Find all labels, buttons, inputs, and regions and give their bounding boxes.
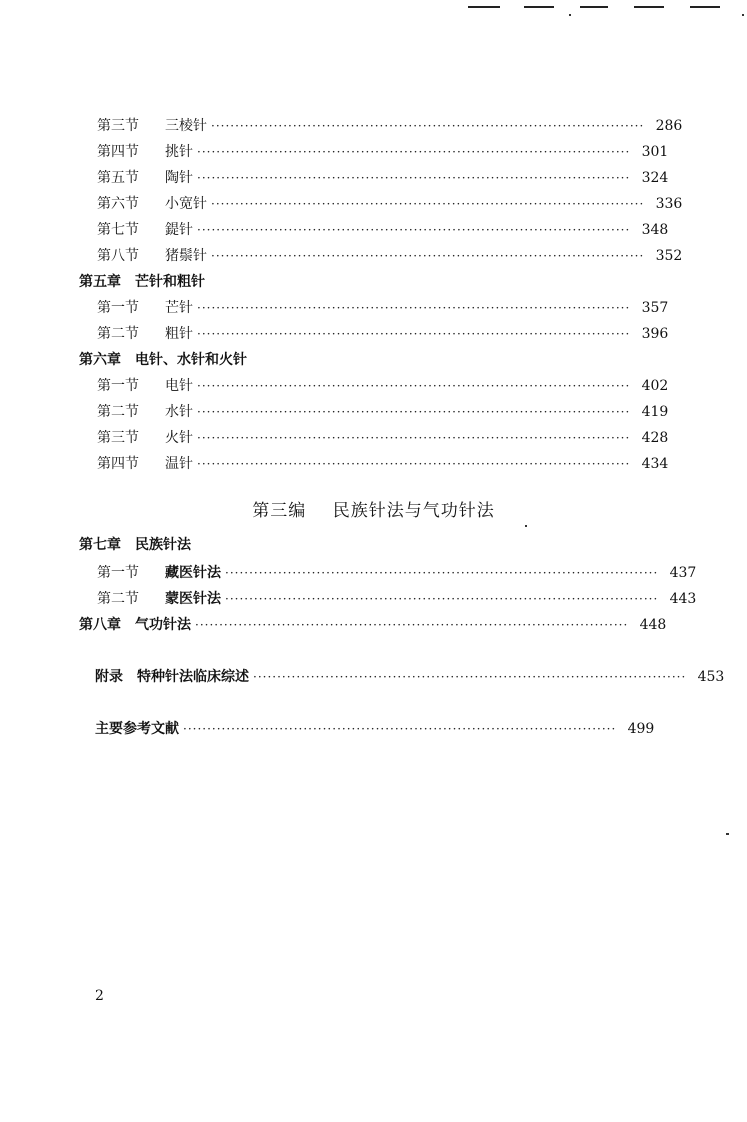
part-heading — [0, 496, 747, 521]
section-label: 第四节 — [97, 456, 139, 472]
chapter-heading[interactable] — [79, 271, 650, 293]
dot-leader: ·························································································· — [197, 431, 631, 445]
toc-entry[interactable] — [97, 401, 669, 423]
section-title: 电针 — [165, 378, 193, 394]
dot-leader: ·························································································· — [197, 457, 631, 471]
toc-entry[interactable] — [79, 614, 667, 636]
section-label: 第三节 — [97, 118, 139, 134]
chapter-title: 民族针法 — [135, 537, 191, 553]
toc-entry[interactable] — [97, 141, 669, 163]
page-number: 419 — [641, 404, 669, 420]
toc-entry[interactable] — [97, 323, 669, 345]
page-number: 357 — [641, 300, 669, 316]
scan-speck — [569, 14, 571, 16]
page-number: 434 — [641, 456, 669, 472]
toc-entry[interactable] — [97, 167, 669, 189]
scan-line — [468, 6, 500, 8]
part-label: 第三编 — [252, 501, 307, 521]
chapter-title: 气功针法 — [135, 617, 191, 633]
page-number: 453 — [697, 669, 725, 685]
section-label: 第一节 — [97, 300, 139, 316]
part-title: 民族针法与气功针法 — [332, 501, 495, 521]
section-label: 第六节 — [97, 196, 139, 212]
dot-leader: ·························································································· — [195, 618, 629, 632]
section-title: 温针 — [165, 456, 193, 472]
toc-entry[interactable] — [97, 588, 697, 610]
dot-leader: ·························································································· — [211, 249, 645, 263]
toc-entry[interactable] — [97, 115, 683, 137]
toc-entry[interactable] — [97, 193, 683, 215]
section-label: 第二节 — [97, 404, 139, 420]
chapter-label: 第六章 — [79, 352, 121, 368]
dot-leader: ·························································································· — [225, 592, 659, 606]
section-title: 芒针 — [165, 300, 193, 316]
page-number: 443 — [669, 591, 697, 607]
section-title: 挑针 — [165, 144, 193, 160]
toc-entry[interactable] — [95, 666, 725, 688]
section-label: 第八节 — [97, 248, 139, 264]
dot-leader: ·························································································· — [197, 327, 631, 341]
section-title: 藏医针法 — [165, 565, 221, 581]
page-number: 499 — [627, 721, 655, 737]
chapter-heading[interactable] — [79, 534, 650, 556]
chapter-heading[interactable] — [79, 349, 650, 371]
appendix-label: 附录 — [95, 669, 123, 685]
dot-leader: ·························································································· — [197, 223, 631, 237]
section-title: 水针 — [165, 404, 193, 420]
page-number: 448 — [639, 617, 667, 633]
scan-speck — [525, 525, 527, 527]
toc-entry[interactable] — [97, 453, 669, 475]
page-number: 396 — [641, 326, 669, 342]
toc-entry[interactable] — [97, 427, 669, 449]
section-title: 蒙医针法 — [165, 591, 221, 607]
scan-line — [580, 6, 608, 8]
page-number: 286 — [655, 118, 683, 134]
dot-leader: ·························································································· — [197, 379, 631, 393]
page-number: 336 — [655, 196, 683, 212]
dot-leader: ·························································································· — [253, 670, 687, 684]
scan-speck — [742, 14, 744, 16]
section-label: 第七节 — [97, 222, 139, 238]
dot-leader: ·························································································· — [197, 171, 631, 185]
section-title: 鍉针 — [165, 222, 193, 238]
toc-entry[interactable] — [97, 245, 683, 267]
page-number: 428 — [641, 430, 669, 446]
scan-line — [634, 6, 664, 8]
chapter-title: 芒针和粗针 — [135, 274, 205, 290]
section-label: 第三节 — [97, 430, 139, 446]
page-number: 348 — [641, 222, 669, 238]
chapter-label: 第七章 — [79, 537, 121, 553]
page-number: 324 — [641, 170, 669, 186]
appendix-title: 特种针法临床综述 — [137, 669, 249, 685]
dot-leader: ·························································································· — [211, 119, 645, 133]
scan-line — [690, 6, 720, 8]
page-number: 352 — [655, 248, 683, 264]
dot-leader: ·························································································· — [197, 145, 631, 159]
dot-leader: ·························································································· — [197, 405, 631, 419]
dot-leader: ·························································································· — [225, 566, 659, 580]
scan-line — [524, 6, 554, 8]
toc-entry[interactable] — [97, 562, 697, 584]
section-label: 第四节 — [97, 144, 139, 160]
section-title: 三棱针 — [165, 118, 207, 134]
section-label: 第五节 — [97, 170, 139, 186]
section-label: 第一节 — [97, 565, 139, 581]
scan-speck — [726, 833, 729, 835]
dot-leader: ·························································································· — [183, 722, 617, 736]
section-label: 第一节 — [97, 378, 139, 394]
references-title: 主要参考文献 — [95, 721, 179, 737]
dot-leader: ·························································································· — [211, 197, 645, 211]
chapter-title: 电针、水针和火针 — [135, 352, 247, 368]
chapter-label: 第八章 — [79, 617, 121, 633]
toc-entry[interactable] — [95, 718, 655, 740]
section-label: 第二节 — [97, 591, 139, 607]
section-title: 火针 — [165, 430, 193, 446]
section-label: 第二节 — [97, 326, 139, 342]
dot-leader: ·························································································· — [197, 301, 631, 315]
section-title: 猪鬃针 — [165, 248, 207, 264]
section-title: 陶针 — [165, 170, 193, 186]
page-number: 402 — [641, 378, 669, 394]
toc-entry[interactable] — [97, 375, 669, 397]
folio-page-number: 2 — [95, 988, 104, 1004]
toc-entry[interactable] — [97, 297, 669, 319]
chapter-label: 第五章 — [79, 274, 121, 290]
page-number: 437 — [669, 565, 697, 581]
section-title: 小宽针 — [165, 196, 207, 212]
page-number: 301 — [641, 144, 669, 160]
section-title: 粗针 — [165, 326, 193, 342]
toc-entry[interactable] — [97, 219, 669, 241]
